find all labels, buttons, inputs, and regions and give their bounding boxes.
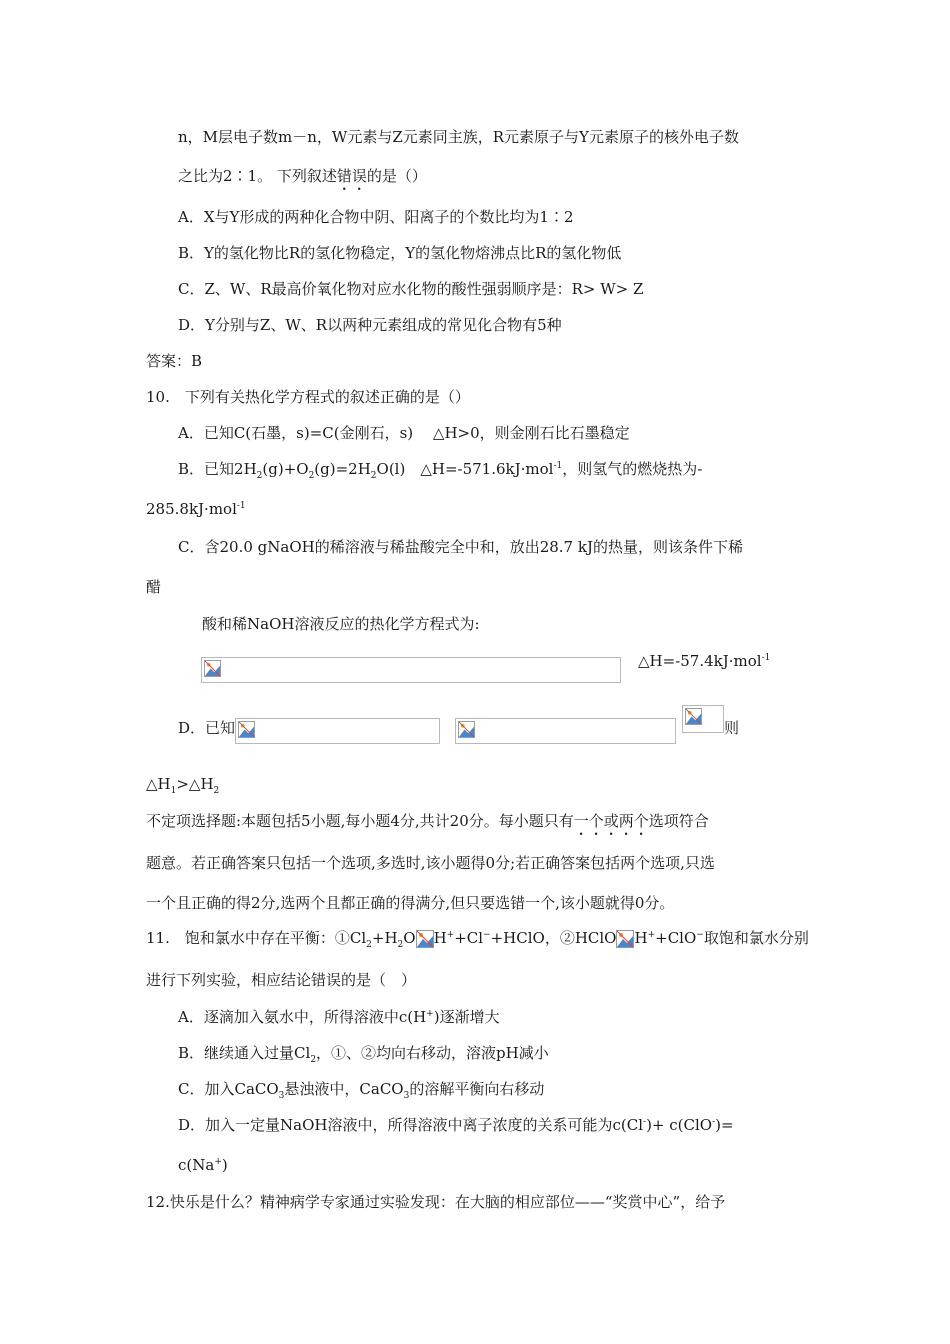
section-emphasis: 一个或两个 — [573, 812, 649, 830]
q10-option-c-line3: 酸和稀NaOH溶液反应的热化学方程式为: — [202, 615, 480, 633]
q10-option-d-then: 则 — [724, 719, 740, 737]
q10-option-d-label: D．已知 — [178, 719, 236, 737]
q11-option-c: C．加入CaCO$_3$悬浊液中，CaCO$_3$的溶解平衡向右移动 — [178, 1080, 545, 1101]
equilibrium-arrow-image-icon-2 — [616, 930, 634, 948]
section-instructions-line2: 题意。若正确答案只包括一个选项,多选时,该小题得0分;若正确答案包括两个选项,只选 — [146, 854, 715, 872]
equilibrium-arrow-image-icon — [416, 930, 434, 948]
q10-option-a: A．已知C(石墨，s)=C(金刚石，s) △H>0，则金刚石比石墨稳定 — [178, 424, 630, 442]
broken-image-icon — [685, 708, 702, 725]
q9-stem-line2 — [178, 166, 427, 194]
q9-option-c: C．Z、W、R最高价氧化物对应水化物的酸性强弱顺序是：R> W> Z — [178, 280, 644, 298]
q9-stem-line1: n，M层电子数m－n，W元素与Z元素同主族，R元素原子与Y元素原子的核外电子数 — [178, 128, 739, 146]
equation-image-placeholder-3 — [682, 705, 724, 733]
q9-option-a: A．X与Y形成的两种化合物中阴、阳离子的个数比均为1∶2 — [178, 208, 574, 226]
broken-image-icon — [238, 721, 255, 738]
q9-stem-text: 之比为2∶1。 下列叙述 — [178, 167, 337, 185]
q11-option-d: D．加入一定量NaOH溶液中，所得溶液中离子浓度的关系可能为c(Cl-)+ c(ClO-)= — [178, 1116, 734, 1134]
q10-option-b-cont: 285.8kJ·mol$^{-1}$ — [146, 500, 246, 518]
q10-option-c-line1: C．含20.0 gNaOH的稀溶液与稀盐酸完全中和，放出28.7 kJ的热量，则该条件下稀 — [178, 538, 743, 556]
q11-stem-line2: 进行下列实验，相应结论错误的是（ ） — [146, 971, 417, 989]
q10-option-c-dh: △H=-57.4kJ·mol$^{-1}$ — [638, 652, 771, 670]
q11-option-d-cont: c(Na+) — [178, 1156, 228, 1174]
q9-option-d: D．Y分别与Z、W、R以两种元素组成的常见化合物有5种 — [178, 316, 562, 334]
q11-stem-line1: 11. 饱和氯水中存在平衡：$①Cl_2+H_2O$ H++Cl−+HClO，②HClO H++ClO−取饱和氯水分别 — [146, 929, 809, 950]
q9-stem-tail: 的是（） — [366, 167, 427, 185]
q9-answer: 答案：B — [146, 352, 203, 370]
q10-option-b: B．已知$2H_2(g)+O_2(g)=2H_2O(l)$ △H=-571.6kJ·mol$^{-1}$，则氢气的燃烧热为- — [178, 460, 703, 481]
q11-option-a: A．逐滴加入氨水中，所得溶液中c(H+)逐渐增大 — [178, 1008, 500, 1026]
equation-image-placeholder — [201, 657, 621, 683]
section-instructions-line3: 一个且正确的得2分,选两个且都正确的得满分,但只要选错一个,该小题就得0分。 — [146, 894, 675, 912]
q10-option-d-cont: $\triangle H_1>\triangle H_2$ — [146, 775, 220, 796]
q9-emphasis-wrong: 错误 — [336, 167, 367, 185]
broken-image-icon — [204, 660, 221, 677]
equation-image-placeholder-2 — [455, 718, 676, 744]
section-instructions-line1: 不定项选择题:本题包括5小题,每小题4分,共计20分。每小题只有一个或两个选项符合 — [146, 812, 709, 830]
broken-image-icon — [458, 721, 475, 738]
q9-option-b: B．Y的氢化物比R的氢化物稳定，Y的氢化物熔沸点比R的氢化物低 — [178, 244, 622, 262]
q10-stem: 10. 下列有关热化学方程式的叙述正确的是（） — [146, 388, 470, 406]
q12-stem: 12.快乐是什么？精神病学专家通过实验发现：在大脑的相应部位——“奖赏中心”，给予 — [146, 1193, 726, 1211]
equation-image-placeholder-1 — [235, 718, 440, 744]
q10-option-c-line2: 醋 — [146, 578, 162, 596]
q11-option-b: B．继续通入过量$Cl_2$，①、②均向右移动，溶液pH减小 — [178, 1044, 549, 1065]
